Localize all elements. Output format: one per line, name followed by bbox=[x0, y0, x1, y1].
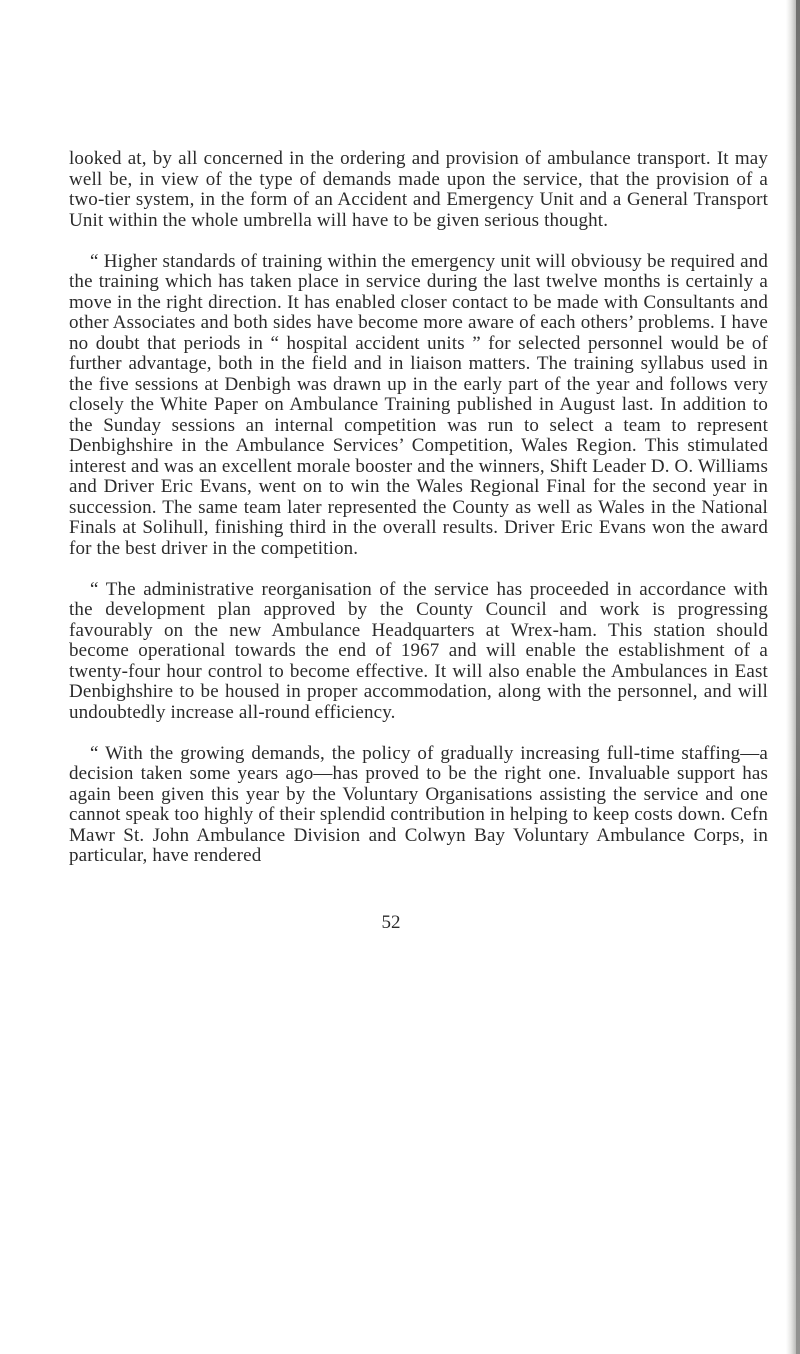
page-edge-binding bbox=[796, 0, 800, 1354]
paragraph-training: “ Higher standards of training within the emergency unit will obviousy be required and the training which has taken place in service during the last twelve months is certainly a move in the right direction. It has enabled closer contact to be made with Consultants and other Associates and both sides have become more aware of each others’ problems. I have no doubt that periods in “ hospital accident units ” for selected personnel would be of further advantage, both in the field and in liaison matters. The training syllabus used in the five sessions at Denbigh was drawn up in the early part of the year and follows very closely the White Paper on Ambulance Training published in August last. In addition to the Sunday sessions an internal competition was run to select a team to represent Denbighshire in the Ambulance Services’ Competition, Wales Region. This stimulated interest and was an excellent morale booster and the winners, Shift Leader D. O. Williams and Driver Eric Evans, went on to win the Wales Regional Final for the second year in succession. The same team later represented the County as well as Wales in the National Finals at Solihull, finishing third in the overall results. Driver Eric Evans won the award for the best driver in the competition. bbox=[69, 250, 768, 559]
paragraph-continuation: looked at, by all concerned in the ordering and provision of ambulance transport. It may well be, in view of the type of demands made upon the service, that the provision of a two-tier system, in the form of an Accident and Emergency Unit and a General Transport Unit within the whole umbrella will have to be given serious thought. bbox=[69, 148, 768, 231]
paragraph-reorganisation: “ The administrative reorganisation of the service has proceeded in accordance with the development plan approved by the County Council and work is progressing favourably on the new Ambulance Headquarters at Wrex-ham. This station should become operational towards the end of 1967 and will enable the establishment of a twenty-four hour control to become effective. It will also enable the Ambulances in East Denbighshire to be housed in proper accommodation, along with the personnel, and will undoubtedly increase all-round efficiency. bbox=[69, 578, 768, 723]
paragraph-staffing: “ With the growing demands, the policy of gradually increasing full-time staffing—a decision taken some years ago—has proved to be the right one. Invaluable support has again been given this year by the Voluntary Organisations assisting the service and one cannot speak too highly of their splendid contribution in helping to keep costs down. Cefn Mawr St. John Ambulance Division and Colwyn Bay Voluntary Ambulance Corps, in particular, have rendered bbox=[69, 742, 768, 866]
body-text bbox=[69, 149, 768, 887]
page-number: 52 bbox=[381, 912, 401, 933]
